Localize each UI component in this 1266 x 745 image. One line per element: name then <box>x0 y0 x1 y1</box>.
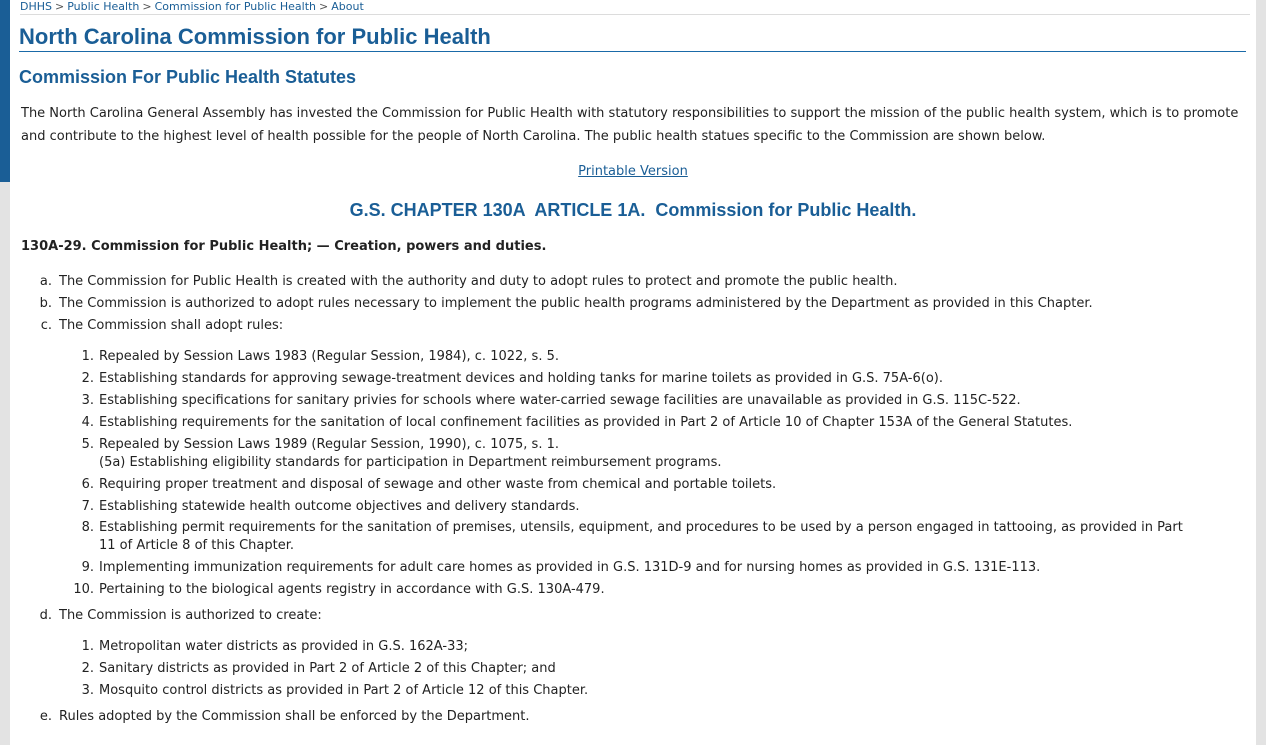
page-content <box>10 0 1256 745</box>
list-item-marker: 10. <box>73 582 94 597</box>
section-e-marker: e. <box>39 709 52 724</box>
list-item: Establishing requirements for the sanitation of local confinement facilities as provided in Part 2 of Article 10 of Chapter 153A of the General Statutes. <box>99 415 1073 430</box>
section-b-marker: b. <box>39 296 52 311</box>
statute-heading: 130A-29. Commission for Public Health; — Creation, powers and duties. <box>21 239 547 254</box>
intro-paragraph: The North Carolina General Assembly has invested the Commission for Public Health with statutory responsibilities to support the mission of the public health system, which is to promote and contribute to the highest level of health possible for the people of North Carolina. The public health statues specific to the Commission are shown below. <box>21 106 1239 144</box>
section-a-text: The Commission for Public Health is created with the authority and duty to adopt rules to protect and promote the public health. <box>59 274 898 289</box>
list-item: Metropolitan water districts as provided in G.S. 162A-33; <box>99 639 469 654</box>
left-accent-bar <box>0 0 10 182</box>
list-item-marker: 6. <box>81 477 94 492</box>
section-title: Commission For Public Health Statutes <box>19 67 357 87</box>
breadcrumb-public-health[interactable]: Public Health <box>67 0 140 13</box>
breadcrumb-about[interactable]: About <box>331 0 364 13</box>
list-item-marker: 1. <box>81 349 94 364</box>
list-item: Establishing permit requirements for the sanitation of premises, utensils, equipment, and procedures to be used by a person engaged in tattooing, as provided in Part <box>99 520 1183 535</box>
section-b-text: The Commission is authorized to adopt rules necessary to implement the public health programs administered by the Department as provided in this Chapter. <box>59 296 1093 311</box>
breadcrumb-dhhs[interactable]: DHHS <box>20 0 52 13</box>
list-item: Repealed by Session Laws 1989 (Regular Session, 1990), c. 1075, s. 1. <box>99 437 559 452</box>
right-scrollbar-track[interactable] <box>1256 0 1266 745</box>
list-item-subtext: (5a) Establishing eligibility standards for participation in Department reimbursement programs. <box>99 455 722 470</box>
list-item-marker: 3. <box>81 683 94 698</box>
breadcrumb <box>20 0 1250 15</box>
list-item: Repealed by Session Laws 1983 (Regular Session, 1984), c. 1022, s. 5. <box>99 349 559 364</box>
breadcrumb-separator: > <box>319 0 329 13</box>
list-item: Requiring proper treatment and disposal of sewage and other waste from chemical and portable toilets. <box>99 477 777 492</box>
chapter-heading: G.S. CHAPTER 130A ARTICLE 1A. Commission for Public Health. <box>349 200 917 220</box>
list-item-marker: 2. <box>81 661 94 676</box>
list-item-marker: 5. <box>81 437 94 452</box>
list-item-marker: 1. <box>81 639 94 654</box>
list-item: Establishing specifications for sanitary privies for schools where water-carried sewage facilities are unavailable as provided in G.S. 115C-522. <box>99 393 1021 408</box>
list-item: Establishing statewide health outcome objectives and delivery standards. <box>99 499 580 514</box>
list-item: Pertaining to the biological agents registry in accordance with G.S. 130A-479. <box>99 582 605 597</box>
section-a-marker: a. <box>39 274 52 289</box>
page-title: North Carolina Commission for Public Health <box>19 24 1246 52</box>
printable-version-link[interactable]: Printable Version <box>578 164 688 179</box>
section-c-marker: c. <box>40 318 52 333</box>
section-e-text: Rules adopted by the Commission shall be enforced by the Department. <box>59 709 530 724</box>
list-item-marker: 3. <box>81 393 94 408</box>
list-item-marker: 7. <box>81 499 94 514</box>
list-item-marker: 2. <box>81 371 94 386</box>
section-d-marker: d. <box>39 608 52 623</box>
section-c-text: The Commission shall adopt rules: <box>59 318 284 333</box>
list-item: Mosquito control districts as provided in Part 2 of Article 12 of this Chapter. <box>99 683 589 698</box>
list-item: Establishing standards for approving sewage-treatment devices and holding tanks for marine toilets as provided in G.S. 75A-6(o). <box>99 371 944 386</box>
breadcrumb-separator: > <box>142 0 152 13</box>
section-d-text: The Commission is authorized to create: <box>59 608 322 623</box>
list-item-continuation: 11 of Article 8 of this Chapter. <box>99 538 295 553</box>
list-item-marker: 8. <box>81 520 94 535</box>
list-item: Implementing immunization requirements for adult care homes as provided in G.S. 131D-9 and for nursing homes as provided in G.S. 131E-113. <box>99 560 1041 575</box>
list-item: Sanitary districts as provided in Part 2 of Article 2 of this Chapter; and <box>99 661 556 676</box>
breadcrumb-separator: > <box>55 0 65 13</box>
list-item-marker: 4. <box>81 415 94 430</box>
list-item-marker: 9. <box>81 560 94 575</box>
printable-version-container <box>10 163 1256 181</box>
breadcrumb-commission[interactable]: Commission for Public Health <box>154 0 317 13</box>
